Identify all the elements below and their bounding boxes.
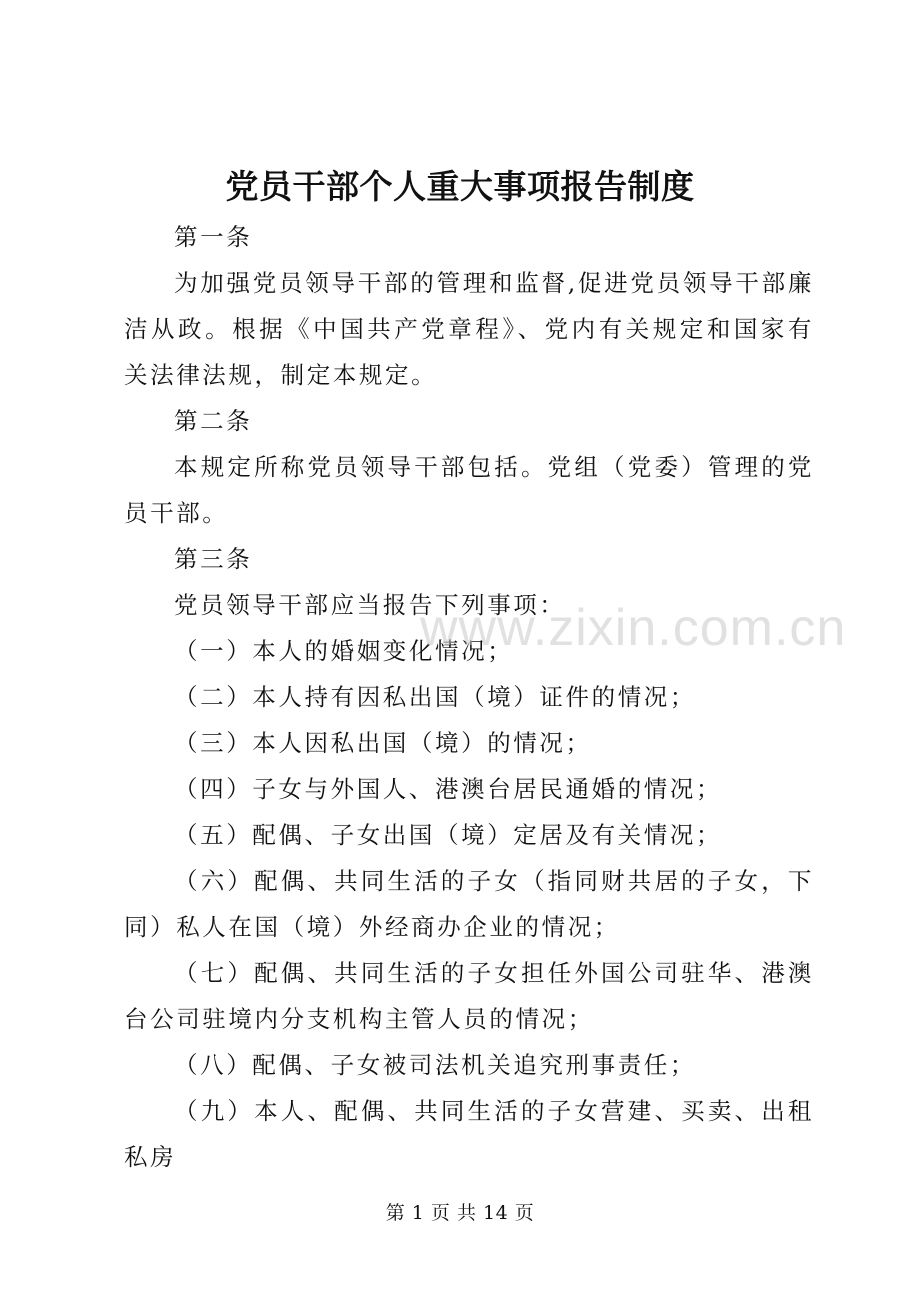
list-item: （二）本人持有因私出国（境）证件的情况；	[174, 683, 696, 711]
watermark: www.zixin.com.cn	[420, 599, 847, 657]
list-item: （九）本人、配偶、共同生活的子女营建、买卖、出租私房	[124, 1097, 814, 1171]
list-item: （六）配偶、共同生活的子女（指同财共居的子女，下同）私人在国（境）外经商办企业的情况；	[124, 867, 814, 941]
paragraph-article-2: 第二条	[174, 407, 253, 435]
paragraph: 党员领导干部应当报告下列事项：	[174, 591, 566, 619]
list-item: （五）配偶、子女出国（境）定居及有关情况；	[174, 821, 723, 849]
paragraph-article-3: 第三条	[174, 545, 253, 573]
paragraph: 本规定所称党员领导干部包括。党组（党委）管理的党员干部。	[124, 453, 814, 527]
list-item: （八）配偶、子女被司法机关追究刑事责任；	[174, 1051, 696, 1079]
document-title: 党员干部个人重大事项报告制度	[225, 167, 695, 206]
list-item: （一）本人的婚姻变化情况；	[174, 637, 514, 665]
list-item: （四）子女与外国人、港澳台居民通婚的情况；	[174, 775, 723, 803]
list-item: （三）本人因私出国（境）的情况；	[174, 729, 592, 757]
list-item: （七）配偶、共同生活的子女担任外国公司驻华、港澳台公司驻境内分支机构主管人员的情况；	[124, 959, 814, 1033]
page-footer: 第 1 页 共 14 页	[385, 1202, 535, 1224]
paragraph-article-1: 第一条	[174, 223, 253, 251]
document-body	[124, 214, 814, 1180]
paragraph: 为加强党员领导干部的管理和监督,促进党员领导干部廉洁从政。根据《中国共产党章程》、党内有关规定和国家有关法律法规，制定本规定。	[124, 269, 814, 389]
